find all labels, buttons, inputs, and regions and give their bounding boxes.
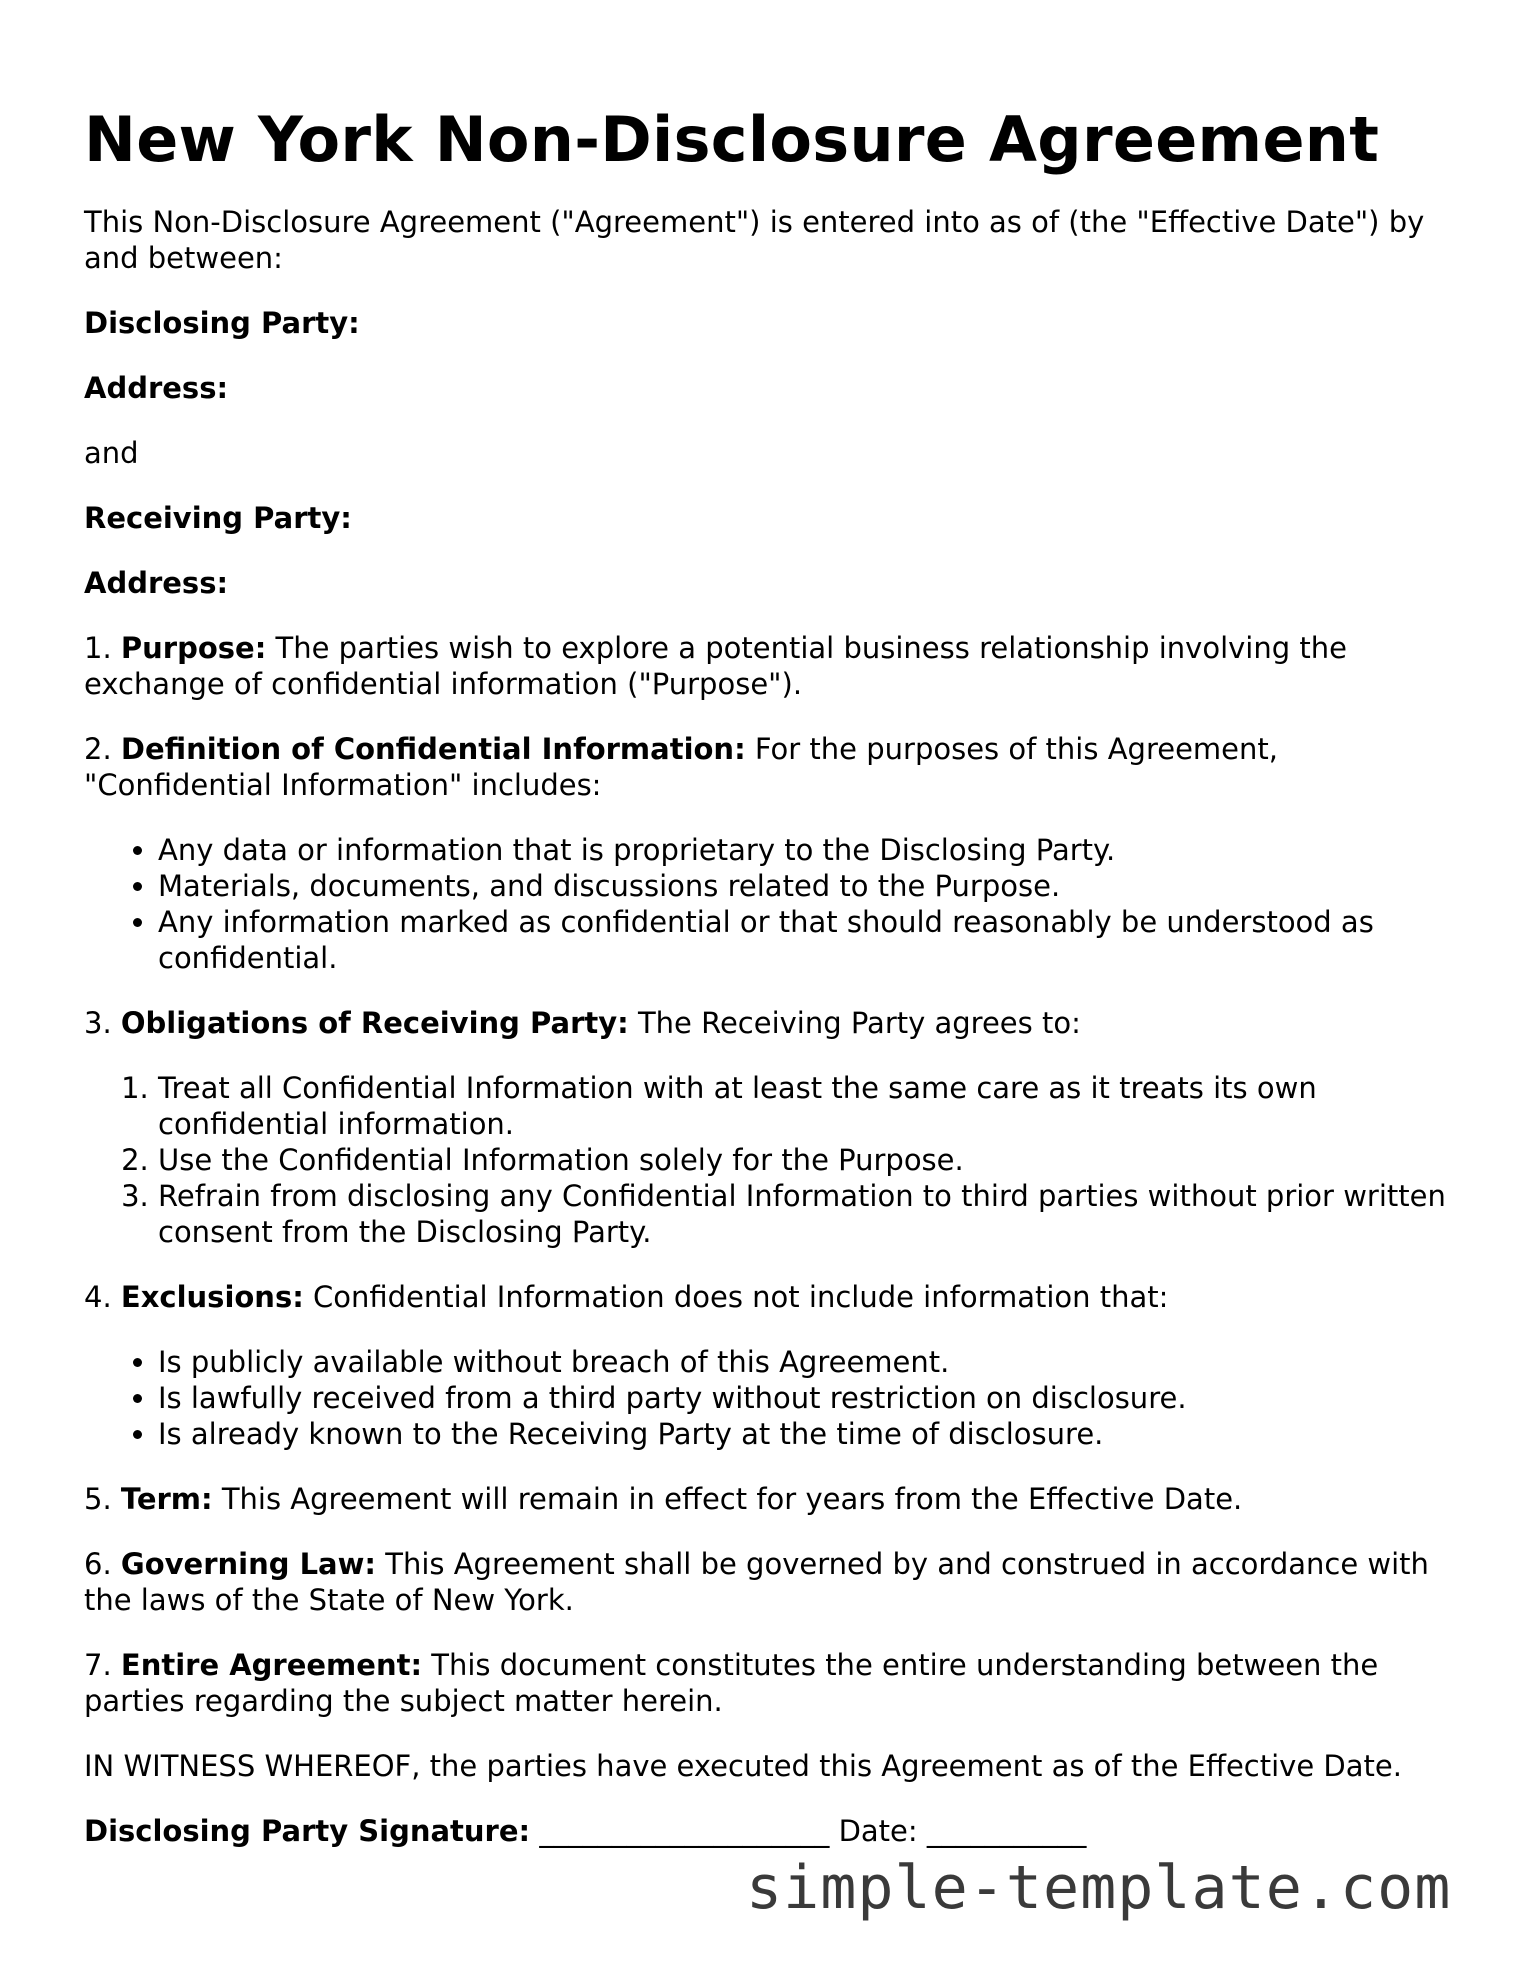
obligations-list [84, 1070, 1464, 1250]
section-text: The parties wish to explore a potential business relationship involving the exchange of confidential information ("Purpose"). [84, 631, 1347, 701]
list-item: • Materials, documents, and discussions related to the Purpose. [158, 868, 1464, 904]
list-item: 2. Use the Confidential Information solely for the Purpose. [158, 1142, 1464, 1178]
section-text: For the purposes of this Agreement, "Confidential Information" includes: [84, 732, 1278, 802]
section-heading: Governing Law: [120, 1547, 377, 1581]
section-text: This Agreement will remain in effect for years from the Effective Date. [212, 1482, 1243, 1516]
section-number: 4. [84, 1280, 112, 1314]
section-number: 6. [84, 1547, 112, 1581]
section-number: 3. [84, 1006, 112, 1040]
section-entire-agreement [84, 1647, 1464, 1719]
section-exclusions [84, 1279, 1464, 1315]
signature-line [84, 1813, 1464, 1849]
date-blank: ___________ [926, 1814, 1087, 1848]
section-number: 7. [84, 1648, 112, 1682]
list-item: • Is lawfully received from a third party without restriction on disclosure. [158, 1380, 1464, 1416]
section-definition [84, 731, 1464, 803]
section-text: This document constitutes the entire understanding between the parties regarding the subject matter herein. [84, 1648, 1379, 1718]
section-text: Confidential Information does not include information that: [303, 1280, 1169, 1314]
signature-label: Disclosing Party Signature: [84, 1814, 531, 1848]
section-heading: Purpose: [120, 631, 267, 665]
document-title: New York Non-Disclosure Agreement [84, 103, 1380, 176]
section-heading: Entire Agreement: [120, 1648, 423, 1682]
section-number: 2. [84, 732, 112, 766]
disclosing-party-label: Disclosing Party: [84, 306, 360, 340]
section-heading: Term: [120, 1482, 213, 1516]
section-number: 1. [84, 631, 112, 665]
signature-blank: ____________________ [530, 1814, 839, 1848]
list-item: • Is already known to the Receiving Party at the time of disclosure. [158, 1416, 1464, 1452]
list-item: • Any information marked as confidential or that should reasonably be understood as confidential. [158, 904, 1464, 976]
section-purpose [84, 630, 1464, 702]
list-item: 1. Treat all Confidential Information with at least the same care as it treats its own confidential information. [158, 1070, 1464, 1142]
section-heading: Obligations of Receiving Party: [120, 1006, 629, 1040]
receiving-party-label: Receiving Party: [84, 501, 352, 535]
receiving-address-label: Address: [84, 566, 229, 600]
section-text: This Agreement shall be governed by and construed in accordance with the laws of the State of New York. [84, 1547, 1429, 1617]
document-page [84, 100, 1464, 1878]
section-governing-law [84, 1546, 1464, 1618]
date-label: Date: [838, 1814, 927, 1848]
list-item: 3. Refrain from disclosing any Confidential Information to third parties without prior written consent from the Disclosing Party. [158, 1178, 1464, 1250]
exclusions-list [84, 1344, 1464, 1452]
disclosing-address-label: Address: [84, 371, 229, 405]
section-obligations [84, 1005, 1464, 1041]
watermark: simple-template.com [746, 1853, 1452, 1923]
witness-paragraph: IN WITNESS WHEREOF, the parties have executed this Agreement as of the Effective Date. [84, 1749, 1402, 1783]
and-text: and [84, 436, 139, 470]
list-item: • Any data or information that is proprietary to the Disclosing Party. [158, 832, 1464, 868]
list-item: • Is publicly available without breach of this Agreement. [158, 1344, 1464, 1380]
definition-list [84, 832, 1464, 976]
section-heading: Definition of Confidential Information: [120, 732, 746, 766]
section-text: The Receiving Party agrees to: [628, 1006, 1081, 1040]
section-number: 5. [84, 1482, 112, 1516]
section-heading: Exclusions: [120, 1280, 304, 1314]
section-term [84, 1481, 1464, 1517]
intro-paragraph: This Non-Disclosure Agreement ("Agreement") is entered into as of (the "Effective Date") by and between: [84, 205, 1425, 275]
